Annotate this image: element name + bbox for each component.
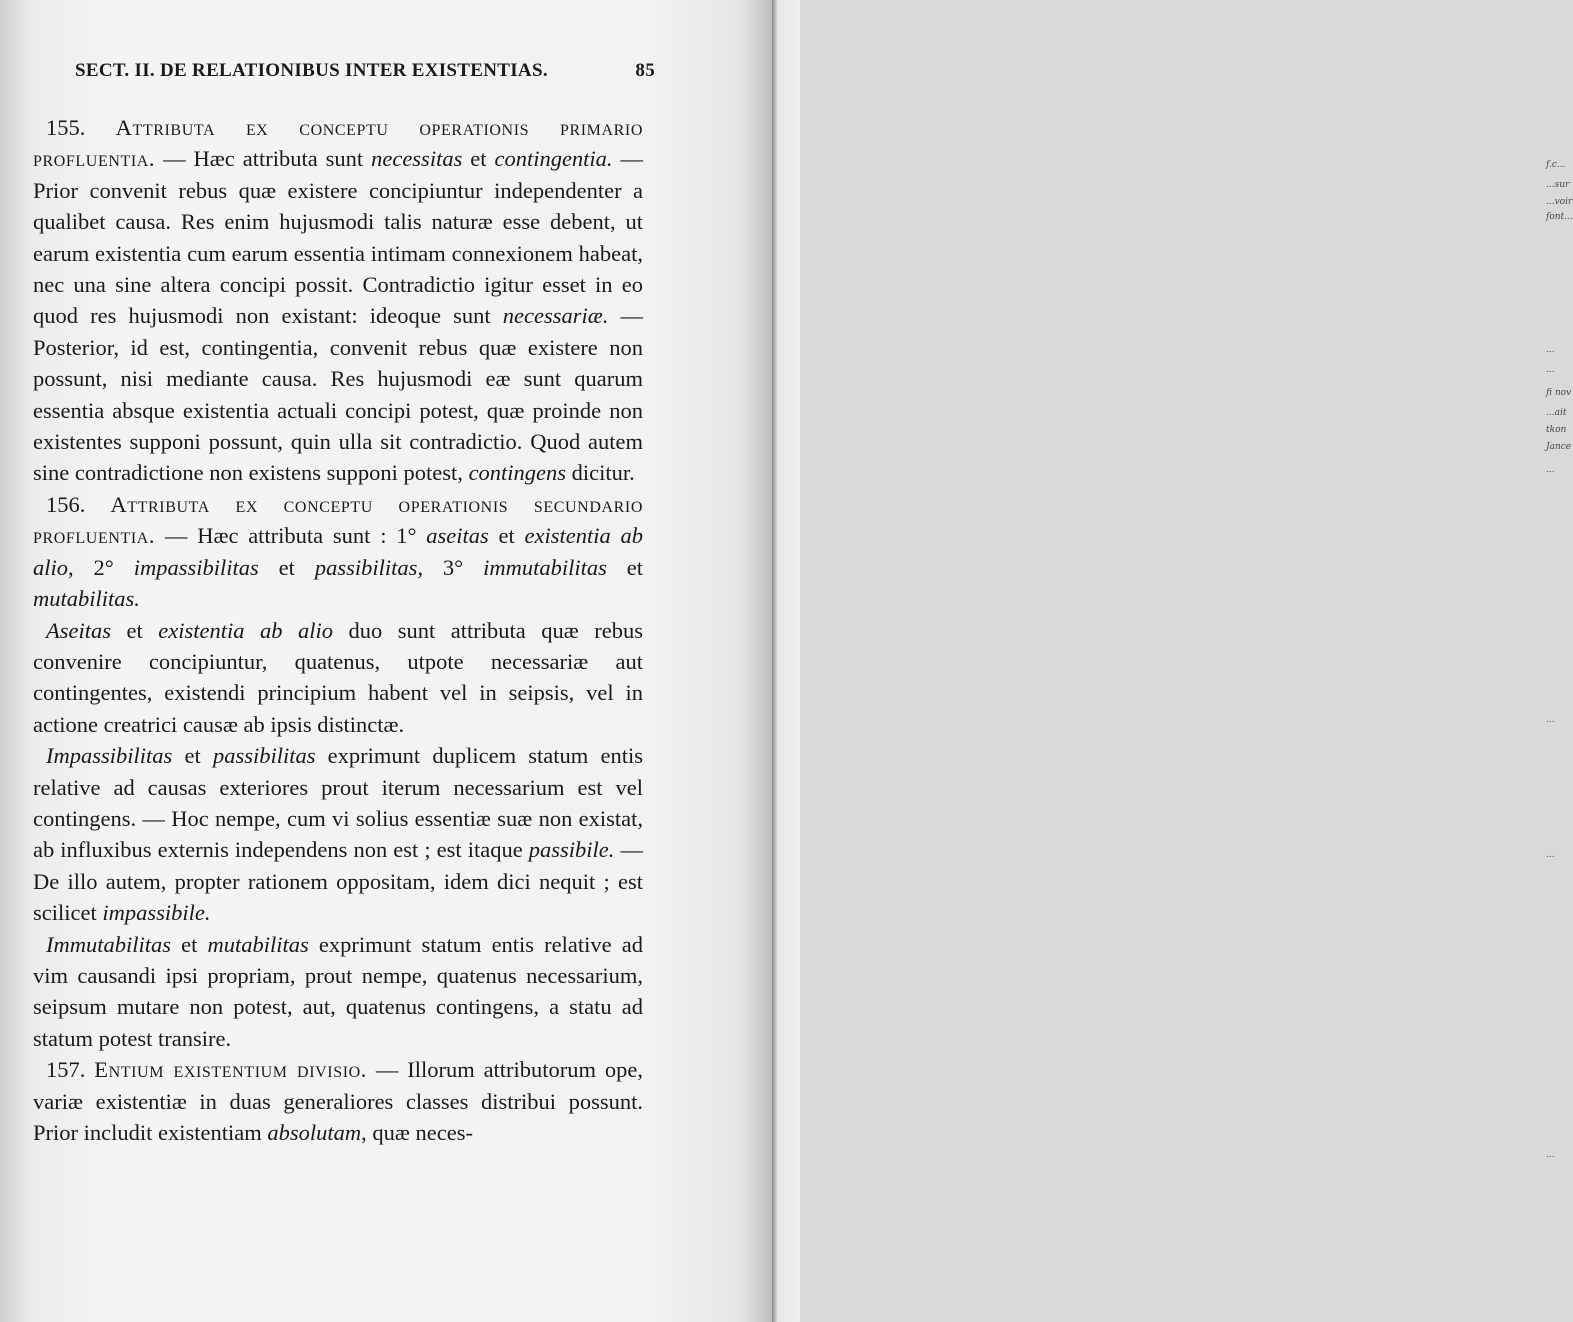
margin-note: f.c... xyxy=(1546,160,1566,170)
margin-note: Jance xyxy=(1546,442,1572,452)
emphasis: absolutam xyxy=(267,1120,362,1145)
next-page-edge xyxy=(772,0,1573,1322)
body-span: et xyxy=(172,743,213,769)
paragraph-155 xyxy=(33,112,643,489)
section-number: 155. xyxy=(46,115,86,140)
emphasis: mutabilitas xyxy=(207,931,309,957)
margin-note: font... xyxy=(1546,212,1573,222)
emphasis: Impassibilitas xyxy=(46,743,173,769)
emphasis: passibilitas, xyxy=(314,554,423,580)
body-text xyxy=(33,112,643,1148)
emphasis: Immutabilitas xyxy=(46,931,172,957)
book-page xyxy=(0,0,772,1322)
emphasis: necessariæ. xyxy=(502,303,609,329)
emphasis: impassibilitas xyxy=(133,554,259,580)
emphasis: passibile. xyxy=(528,837,615,863)
margin-note: ...voir xyxy=(1546,197,1573,207)
emphasis: existentia ab alio xyxy=(158,617,333,643)
margin-note: ... xyxy=(1546,1150,1555,1160)
section-number: 156. xyxy=(46,491,86,517)
body-span: et xyxy=(462,146,495,172)
body-span: et xyxy=(258,554,315,580)
section-heading: Attributa ex conceptu operationis primario profluentia. xyxy=(33,115,644,172)
body-span: et xyxy=(606,554,644,580)
emphasis: aseitas xyxy=(426,523,489,549)
body-span: exprimunt duplicem statum entis relative ad causas exteriores prout iterum necessarium est vel contingens. — Hoc nempe, cum vi solius essentiæ suæ non existat, ab influxibus externis independens non est ; est itaque xyxy=(33,743,643,863)
body-span: , 2° xyxy=(68,554,134,580)
emphasis: contingentia. xyxy=(494,146,613,172)
paragraph-156 xyxy=(33,489,643,615)
body-span: duo sunt attributa quæ rebus convenire concipiuntur, quatenus, utpote necessariæ aut contingentes, existendi principium habent vel in seipsis, vel in actione creatrici causæ ab ipsis distinctæ. xyxy=(33,617,643,737)
margin-note: ... xyxy=(1546,365,1555,375)
running-title: SECT. II. DE RELATIONIBUS INTER EXISTENTIAS. xyxy=(75,60,548,81)
body-span: dicitur. xyxy=(566,460,635,486)
margin-note: fi nov xyxy=(1546,388,1572,398)
paragraph-immutabilitas xyxy=(33,929,643,1055)
body-span: — Posterior, id est, contingentia, convenit rebus quæ existere non possunt, nisi mediante causa. Res hujusmodi eæ sunt quarum essentia absque existentia actuali concipi potest, quæ proinde non existentes supponi possunt, quin ulla sit contradictio. Quod autem sine contradictione non existens supponi potest, xyxy=(33,303,644,486)
body-span: — Hæc attributa sunt : 1° xyxy=(155,523,427,549)
body-span: — Prior convenit rebus quæ existere concipiuntur independenter a qualibet causa. Res enim hujusmodi talis naturæ esse debent, ut earum existentia cum earum essentia intimam connexionem habeat, nec una sine altera concipi possit. Contradictio igitur esset in eo quod res hujusmodi non existant: ideoque sunt xyxy=(33,146,643,329)
body-span: — Illorum attributorum ope, variæ existentiæ in duas generaliores classes distribui possunt. Prior includit existentiam xyxy=(33,1057,644,1145)
body-span: , quæ neces- xyxy=(361,1120,473,1145)
emphasis: Aseitas xyxy=(46,617,111,643)
margin-note: ... xyxy=(1546,465,1555,475)
paragraph-aseitas xyxy=(33,615,643,741)
section-heading: Attributa ex conceptu operationis secundario profluentia. xyxy=(33,491,644,549)
body-span: et xyxy=(171,931,208,957)
emphasis: immutabilitas xyxy=(483,554,607,580)
margin-note: ... xyxy=(1546,850,1555,860)
emphasis: contingens xyxy=(468,460,567,486)
body-span: — Hæc attributa sunt xyxy=(155,146,372,172)
paragraph-157 xyxy=(33,1054,643,1148)
paragraph-impassibilitas xyxy=(33,740,643,928)
emphasis: necessitas xyxy=(371,146,463,172)
emphasis: mutabilitas. xyxy=(33,586,140,612)
margin-note: ...ait xyxy=(1546,408,1567,418)
margin-note: ... xyxy=(1546,345,1555,355)
section-heading: Entium existentium divisio. xyxy=(94,1057,368,1083)
margin-note: tkon xyxy=(1546,425,1567,435)
body-span: 3° xyxy=(423,554,484,580)
body-span: et xyxy=(111,617,159,643)
handwritten-margin-notes xyxy=(1546,150,1572,1250)
margin-note: ...sur xyxy=(1546,180,1570,190)
body-span: — De illo autem, propter rationem oppositam, idem dici nequit ; est scilicet xyxy=(33,837,643,926)
emphasis: impassibile. xyxy=(102,900,211,926)
section-number: 157. xyxy=(46,1057,86,1083)
body-span: exprimunt statum entis relative ad vim causandi ipsi propriam, prout nempe, quatenus necessarium, seipsum mutare non potest, aut, quatenus contingens, a statu ad statum potest transire. xyxy=(33,931,643,1051)
body-span: et xyxy=(488,523,525,549)
emphasis: passibilitas xyxy=(212,743,316,769)
page-number: 85 xyxy=(635,60,655,81)
emphasis: existentia ab alio xyxy=(33,523,643,580)
margin-note: ... xyxy=(1546,715,1555,725)
